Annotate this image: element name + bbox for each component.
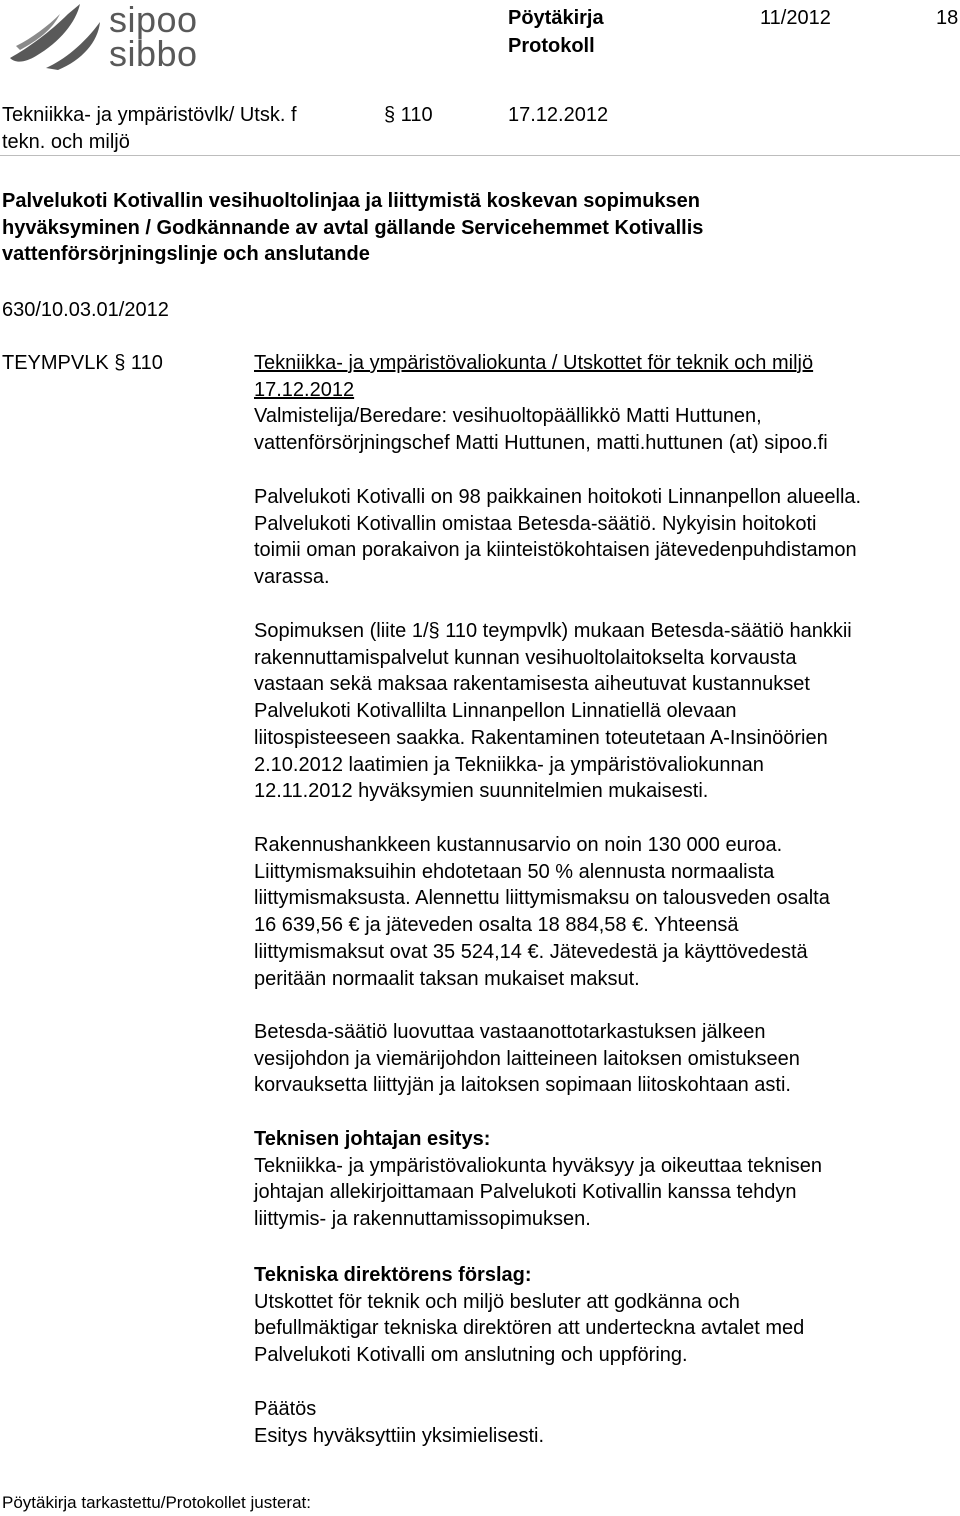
page-number: 18 — [936, 7, 959, 29]
meeting-date-link[interactable]: 17.12.2012 — [254, 378, 355, 401]
doc-type-fi: Pöytäkirja — [508, 7, 604, 29]
issue-number: 11/2012 — [760, 7, 831, 29]
paragraph-line: 2.10.2012 laatimien ja Tekniikka- ja ympäristövaliokunnan — [254, 753, 764, 776]
proposal-sv — [254, 1262, 960, 1369]
decision-heading: Päätös — [254, 1398, 317, 1420]
record-number: 630/10.03.01/2012 — [2, 299, 169, 321]
paragraph-line: vastaan sekä maksaa rakentamisesta aiheutuvat kustannukset — [254, 673, 810, 696]
paragraph-line: Palvelukoti Kotivallilta Linnanpellon Linnatiellä olevaan — [254, 700, 737, 723]
paragraph-line: Rakennushankkeen kustannusarvio on noin 130 000 euroa. — [254, 834, 783, 856]
decision-block — [254, 1396, 960, 1449]
proposal-line: Palvelukoti Kotivalli om anslutning och uppföring. — [254, 1344, 688, 1367]
logo-emblem-icon — [6, 2, 106, 72]
logo-text-sipoo: sipoo — [109, 0, 198, 40]
proposal-line: befullmäktigar tekniska direktören att underteckna avtalet med — [254, 1317, 805, 1340]
paragraph-line: Liittymismaksuihin ehdotetaan 50 % alennusta normaalista — [254, 860, 775, 883]
proposal-fi — [254, 1126, 960, 1233]
meeting-reference: TEYMPVLK § 110 — [2, 352, 163, 374]
committee-name-line2: tekn. och miljö — [2, 131, 130, 153]
subject-line: vattenförsörjningslinje och anslutande — [2, 243, 370, 265]
paragraph-line: liitospisteeseen saakka. Rakentaminen toteutetaan A-Insinöörien — [254, 726, 828, 749]
subject-line: Palvelukoti Kotivallin vesihuoltolinjaa ja liittymistä koskevan sopimuksen — [2, 190, 700, 212]
meeting-date: 17.12.2012 — [508, 104, 609, 126]
paragraph-line: rakennuttamispalvelut kunnan vesihuoltolaitokselta korvausta — [254, 646, 797, 669]
proposal-fi-heading: Teknisen johtajan esitys: — [254, 1128, 491, 1150]
paragraph-line: Sopimuksen (liite 1/§ 110 teympvlk) mukaan Betesda-säätiö hankkii — [254, 620, 852, 642]
header-divider — [0, 155, 960, 156]
paragraph-line: Palvelukoti Kotivallin omistaa Betesda-säätiö. Nykyisin hoitokoti — [254, 512, 817, 535]
paragraph-line: Palvelukoti Kotivalli on 98 paikkainen hoitokoti Linnanpellon alueella. — [254, 486, 862, 508]
preparer-line: Valmistelija/Beredare: vesihuoltopäällikkö Matti Huttunen, — [254, 405, 762, 428]
section-number: § 110 — [384, 104, 433, 126]
proposal-line: liittymis- ja rakennuttamissopimuksen. — [254, 1208, 591, 1231]
paragraph-line: toimii oman porakaivon ja kiinteistökohtaisen jätevedenpuhdistamon — [254, 539, 857, 562]
paragraph-line: 16 639,56 € ja jäteveden osalta 18 884,58 €. Yhteensä — [254, 914, 739, 937]
paragraph-line: Betesda-säätiö luovuttaa vastaanottotarkastuksen jälkeen — [254, 1021, 766, 1043]
paragraph-line: liittymismaksut ovat 35 524,14 €. Jätevedestä ja käyttövedestä — [254, 940, 808, 963]
subject-line: hyväksyminen / Godkännande av avtal gällande Servicehemmet Kotivallis — [2, 216, 704, 239]
doc-type-sv: Protokoll — [508, 35, 595, 57]
preparer-line: vattenförsörjningschef Matti Huttunen, matti.huttunen (at) sipoo.fi — [254, 432, 828, 455]
paragraph-line: 12.11.2012 hyväksymien suunnitelmien mukaisesti. — [254, 780, 709, 803]
subject-heading — [2, 188, 703, 268]
proposal-line: Utskottet för teknik och miljö besluter att godkänna och — [254, 1290, 740, 1313]
footer-checked-label: Pöytäkirja tarkastettu/Protokollet justerat: — [2, 1493, 311, 1512]
paragraph-line: varassa. — [254, 566, 330, 589]
proposal-line: Tekniikka- ja ympäristövaliokunta hyväksyy ja oikeuttaa teknisen — [254, 1154, 823, 1177]
paragraph-line: peritään normaalit taksan mukaiset maksut. — [254, 967, 640, 990]
paragraph-line: liittymismaksusta. Alennettu liittymismaksu on talousveden osalta — [254, 887, 830, 910]
paragraph-background — [254, 484, 960, 591]
paragraph-line: korvauksetta liittyjän ja laitoksen sopimaan liitoskohtaan asti. — [254, 1074, 791, 1097]
logo-text-sibbo: sibbo — [109, 33, 198, 74]
proposal-sv-heading: Tekniska direktörens förslag: — [254, 1264, 532, 1286]
paragraph-costs — [254, 832, 960, 992]
committee-link[interactable]: Tekniikka- ja ympäristövaliokunta / Utskottet för teknik och miljö — [254, 352, 814, 374]
intro-block — [254, 350, 960, 457]
proposal-line: johtajan allekirjoittamaan Palvelukoti Kotivallin kanssa tehdyn — [254, 1181, 797, 1204]
paragraph-agreement — [254, 618, 960, 805]
sipoo-sibbo-logo — [6, 2, 266, 72]
paragraph-handover — [254, 1019, 960, 1099]
paragraph-line: vesijohdon ja viemärijohdon laitteineen laitoksen omistukseen — [254, 1047, 800, 1070]
committee-name-line1: Tekniikka- ja ympäristövlk/ Utsk. f — [2, 104, 297, 126]
decision-text: Esitys hyväksyttiin yksimielisesti. — [254, 1424, 545, 1447]
